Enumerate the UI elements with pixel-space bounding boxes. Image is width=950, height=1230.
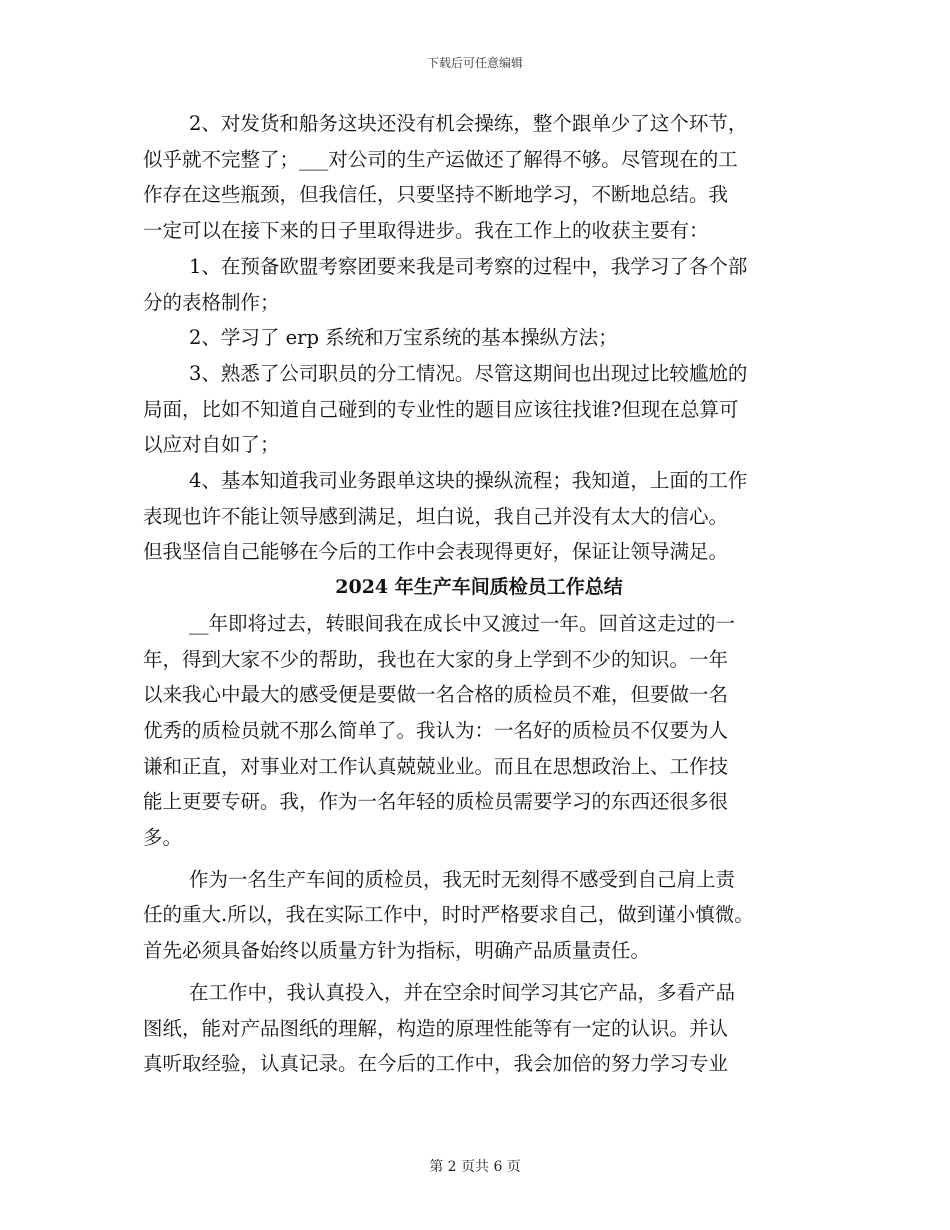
text-line: 在工作中，我认真投入，并在空余时间学习其它产品，多看产品 bbox=[189, 980, 736, 1004]
text-line: 2、学习了 erp 系统和万宝系统的基本操纵方法； bbox=[189, 326, 618, 350]
text-line: 局面，比如不知道自己碰到的专业性的题目应该往找谁?但现在总算可 bbox=[143, 397, 739, 421]
text-line: 4、基本知道我司业务跟单这块的操纵流程；我知道，上面的工作 bbox=[189, 469, 748, 493]
paragraph bbox=[143, 249, 815, 320]
text-line: 以来我心中最大的感受便是要做一名合格的质检员不难，但要做一名 bbox=[143, 683, 729, 707]
document-body bbox=[143, 106, 815, 1082]
text-line: 多。 bbox=[143, 826, 183, 850]
paragraph bbox=[143, 320, 815, 356]
text-line: 谦和正直，对事业对工作认真兢兢业业。而且在思想政治上、工作技 bbox=[143, 754, 729, 778]
text-line: __年即将过去，转眼间我在成长中又渡过一年。回首这走过的一 bbox=[189, 611, 736, 635]
text-line: 年，得到大家不少的帮助，我也在大家的身上学到不少的知识。一年 bbox=[143, 647, 729, 671]
text-line: 以应对自如了； bbox=[143, 433, 280, 457]
section-title: 2024 年生产车间质检员工作总结 bbox=[335, 576, 623, 599]
paragraph bbox=[143, 463, 815, 570]
paragraph bbox=[143, 106, 815, 249]
text-line: 似乎就不完整了；___对公司的生产运做还了解得不够。尽管现在的工 bbox=[143, 147, 738, 171]
text-line: 一定可以在接下来的日子里取得进步。我在工作上的收获主要有： bbox=[143, 219, 709, 243]
text-line: 真听取经验，认真记录。在今后的工作中，我会加倍的努力学习专业 bbox=[143, 1052, 729, 1076]
text-line: 首先必须具备始终以质量方针为指标，明确产品质量责任。 bbox=[143, 939, 651, 963]
paragraph bbox=[143, 606, 815, 856]
text-line: 2、对发货和船务这块还没有机会操练，整个跟单少了这个环节， bbox=[189, 112, 748, 135]
page-header: 下载后可任意编辑 bbox=[426, 56, 523, 70]
text-line: 能上更要专研。我，作为一名年轻的质检员需要学习的东西还很多很 bbox=[143, 790, 729, 814]
paragraph bbox=[143, 975, 815, 1082]
text-line: 图纸，能对产品图纸的理解，构造的原理性能等有一定的认识。并认 bbox=[143, 1016, 729, 1040]
page-footer: 第 2 页共 6 页 bbox=[429, 1159, 521, 1175]
text-line: 分的表格制作； bbox=[143, 290, 280, 314]
text-line: 作存在这些瓶颈，但我信任，只要坚持不断地学习，不断地总结。我 bbox=[143, 183, 729, 207]
text-line: 作为一名生产车间的质检员，我无时无刻得不感受到自己肩上责 bbox=[189, 867, 736, 891]
text-line: 表现也许不能让领导感到满足，坦白说，我自己并没有太大的信心。 bbox=[143, 504, 729, 528]
text-line: 1、在预备欧盟考察团要来我是司考察的过程中，我学习了各个部 bbox=[189, 254, 748, 278]
paragraph bbox=[143, 862, 815, 969]
text-line: 3、熟悉了公司职员的分工情况。尽管这期间也出现过比较尴尬的 bbox=[189, 361, 748, 385]
text-line: 但我坚信自己能够在今后的工作中会表现得更好，保证让领导满足。 bbox=[143, 540, 729, 564]
text-line: 优秀的质检员就不那么简单了。我认为：一名好的质检员不仅要为人 bbox=[143, 718, 729, 742]
text-line: 任的重大.所以，我在实际工作中，时时严格要求自己，做到谨小慎微。 bbox=[143, 903, 754, 927]
paragraph bbox=[143, 356, 815, 463]
